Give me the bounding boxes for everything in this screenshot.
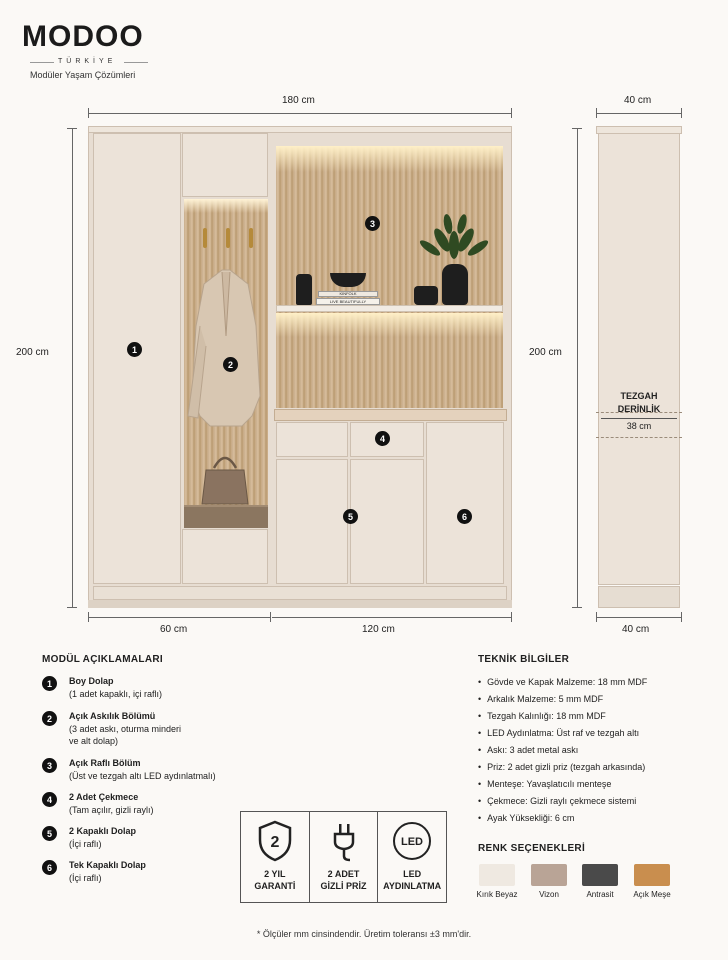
module-number: 3 — [42, 758, 57, 773]
module-desc: (Tam açılır, gizli raylı) — [69, 805, 154, 815]
marker-5: 5 — [343, 509, 358, 524]
warranty-label: 2 YIL GARANTİ — [254, 869, 296, 891]
logo-divider-left — [30, 62, 54, 63]
spec-item: • Priz: 2 adet gizli priz (tezgah arkasında) — [478, 762, 645, 772]
double-door-right — [350, 459, 424, 584]
color-label: Antrasit — [586, 890, 614, 899]
dim-line-height-left — [72, 128, 73, 608]
module-title: 2 Kapaklı Dolap — [69, 826, 137, 836]
middle-shelf — [276, 305, 503, 312]
dim-line-depth-top — [596, 113, 682, 114]
spec-item: • LED Aydınlatma: Üst raf ve tezgah altı — [478, 728, 639, 738]
spec-item: • Menteşe: Yavaşlatıcılı menteşe — [478, 779, 611, 789]
hook-icon — [203, 228, 207, 248]
book-bottom: LIVE BEAUTIFULLY — [316, 298, 380, 305]
dim-tick — [67, 128, 77, 129]
brand-country: TÜRKİYE — [58, 58, 117, 65]
modules-title: MODÜL AÇIKLAMALARI — [42, 654, 163, 665]
color-label: Kırık Beyaz — [476, 890, 518, 899]
socket-label: 2 ADET GİZLİ PRİZ — [320, 869, 367, 891]
dim-line-right-module — [272, 617, 512, 618]
module-title: Açık Askılık Bölümü — [69, 711, 156, 721]
color-swatch-acik-mese[interactable] — [634, 864, 670, 886]
led-icon — [391, 820, 433, 862]
hall-upper-cabinet — [182, 133, 268, 197]
dim-tick — [572, 607, 582, 608]
dim-line-height-right — [577, 128, 578, 608]
coat-illustration — [186, 266, 266, 436]
warranty-number: 2 — [270, 834, 280, 851]
module-title: Boy Dolap — [69, 676, 114, 686]
color-label: Vizon — [539, 890, 559, 899]
dim-tick — [88, 612, 89, 622]
brand-tagline: Modüler Yaşam Çözümleri — [30, 70, 136, 80]
module-title: Açık Raflı Bölüm — [69, 758, 141, 768]
plug-icon — [326, 820, 362, 862]
module-number: 2 — [42, 711, 57, 726]
dim-depth-bottom: 40 cm — [622, 624, 650, 635]
plinth — [93, 586, 507, 600]
counter-top — [274, 409, 507, 421]
side-panel — [598, 133, 680, 585]
color-swatch-vizon[interactable] — [531, 864, 567, 886]
dim-tick — [681, 108, 682, 118]
plant-icon — [406, 210, 496, 270]
color-label: Açık Meşe — [633, 890, 671, 899]
shield-icon — [257, 820, 293, 862]
module-number: 5 — [42, 826, 57, 841]
marker-2: 2 — [223, 357, 238, 372]
plant-vase — [442, 264, 468, 305]
cabinet-top — [88, 126, 512, 133]
dim-tick — [596, 108, 597, 118]
dim-tick — [681, 612, 682, 622]
tall-cabinet-door — [93, 133, 181, 584]
seat-cushion — [184, 505, 268, 528]
colors-title: RENK SEÇENEKLERİ — [478, 843, 586, 854]
spec-item: • Arkalık Malzeme: 5 mm MDF — [478, 694, 603, 704]
module-desc: (3 adet askı, oturma minderi ve alt dolap) — [69, 724, 182, 746]
module-title: Tek Kapaklı Dolap — [69, 860, 146, 870]
spec-item: • Çekmece: Gizli raylı çekmece sistemi — [478, 796, 636, 806]
double-door-left — [276, 459, 348, 584]
marker-1: 1 — [127, 342, 142, 357]
top-led-strip — [276, 146, 503, 172]
hall-bottom-cabinet — [182, 529, 268, 584]
dim-tick — [596, 612, 597, 622]
dim-left-module: 60 cm — [160, 624, 188, 635]
hall-led-strip — [184, 199, 268, 213]
marker-4: 4 — [375, 431, 390, 446]
warranty-badge — [241, 812, 310, 902]
module-desc: (İçi raflı) — [69, 873, 102, 883]
dim-tick — [572, 128, 582, 129]
counter-depth-label-1: TEZGAH — [620, 391, 658, 401]
color-swatch-kirik-beyaz[interactable] — [479, 864, 515, 886]
marker-3: 3 — [365, 216, 380, 231]
footnote: * Ölçüler mm cinsindendir. Üretim toleransı ±3 mm'dir. — [256, 929, 472, 939]
feature-badges — [240, 811, 447, 903]
dim-total-width: 180 cm — [282, 95, 315, 106]
marker-6: 6 — [457, 509, 472, 524]
dim-tick — [511, 612, 512, 622]
color-swatch-antrasit[interactable] — [582, 864, 618, 886]
book-top: KINFOLK — [318, 291, 378, 297]
spec-item: • Tezgah Kalınlığı: 18 mm MDF — [478, 711, 606, 721]
module-number: 1 — [42, 676, 57, 691]
handbag-illustration — [200, 448, 250, 506]
counter-depth-value: 38 cm — [626, 421, 652, 431]
dim-height-right: 200 cm — [529, 347, 562, 358]
module-desc: (Üst ve tezgah altı LED aydınlatmalı) — [69, 771, 216, 781]
led-label: LED AYDINLATMA — [383, 869, 442, 891]
led-text: LED — [401, 836, 424, 848]
hook-icon — [249, 228, 253, 248]
dim-line-left-module — [88, 617, 270, 618]
module-desc: (İçi raflı) — [69, 839, 102, 849]
dim-line-total-width — [88, 113, 512, 114]
dim-tick — [270, 612, 271, 622]
counter-depth-line — [601, 418, 677, 419]
drawer-left — [276, 422, 348, 457]
dim-height-left: 200 cm — [16, 347, 49, 358]
dim-tick — [511, 108, 512, 118]
spec-item: • Ayak Yüksekliği: 6 cm — [478, 813, 574, 823]
hook-icon — [226, 228, 230, 248]
spec-item: • Gövde ve Kapak Malzeme: 18 mm MDF — [478, 677, 647, 687]
module-desc: (1 adet kapaklı, içi raflı) — [69, 689, 163, 699]
socket-badge — [310, 812, 379, 902]
middle-led-strip — [276, 313, 503, 337]
side-plinth — [598, 586, 680, 608]
counter-depth-label-2: DERİNLİK — [617, 404, 661, 414]
counter-line — [596, 437, 682, 438]
led-badge — [378, 812, 446, 902]
dim-line-depth-bottom — [596, 617, 682, 618]
dim-right-module: 120 cm — [362, 624, 395, 635]
dim-tick — [67, 607, 77, 608]
dim-depth-top: 40 cm — [624, 95, 652, 106]
base — [88, 600, 512, 608]
single-door — [426, 422, 504, 584]
logo-divider-right — [124, 62, 148, 63]
dim-tick — [88, 108, 89, 118]
vase-small — [296, 274, 312, 305]
module-number: 6 — [42, 860, 57, 875]
brand-logo: MODOO — [22, 20, 144, 53]
module-number: 4 — [42, 792, 57, 807]
specs-title: TEKNİK BİLGİLER — [478, 654, 570, 665]
spec-item: • Askı: 3 adet metal askı — [478, 745, 578, 755]
jar — [414, 286, 438, 305]
module-title: 2 Adet Çekmece — [69, 792, 139, 802]
